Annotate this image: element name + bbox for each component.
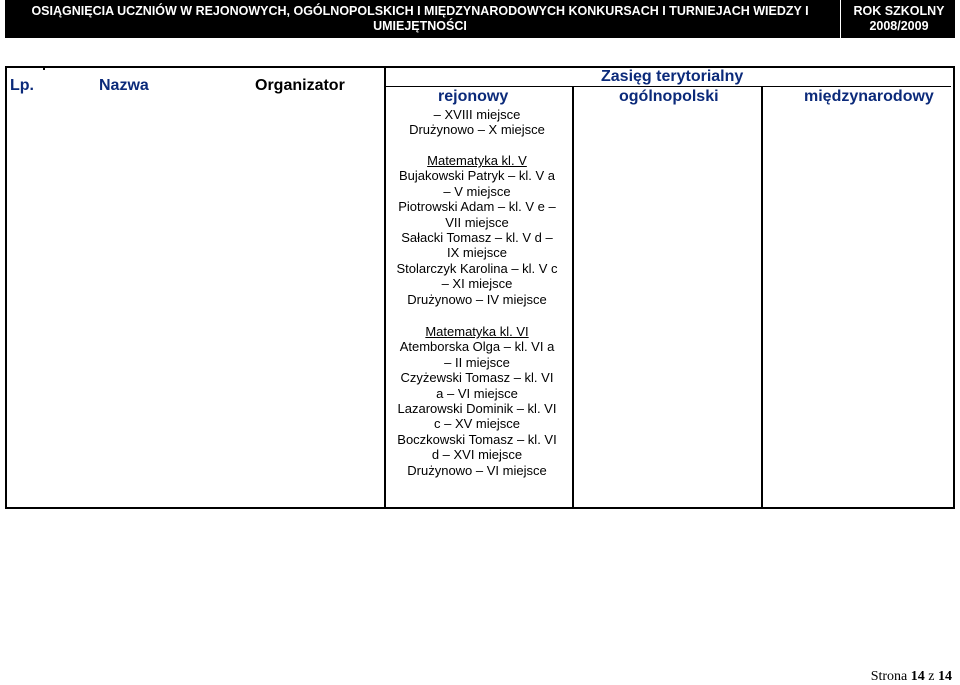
page-word: Strona (870, 669, 908, 684)
result-line: – II miejsce (444, 354, 510, 370)
header-name: Nazwa (99, 77, 149, 94)
regional-cell-block-grade6 (388, 324, 566, 478)
result-line: Boczkowski Tomasz – kl. VI (397, 431, 557, 447)
result-line: Bujakowski Patryk – kl. V a (398, 168, 556, 184)
header-international: międzynarodowy (804, 88, 934, 105)
result-line: Czyżewski Tomasz – kl. VI (400, 370, 554, 386)
page-current: 14 (910, 669, 925, 684)
page-of-word: z (928, 669, 935, 684)
result-line: Sałacki Tomasz – kl. V d – (401, 230, 553, 246)
header-lp: Lp. (10, 77, 34, 94)
block-heading-grade5: Matematyka kl. V (427, 153, 527, 168)
regional-cell-top (388, 107, 566, 138)
page-footer (871, 669, 952, 685)
school-year-label: ROK SZKOLNY (853, 4, 945, 18)
block-heading-grade6: Matematyka kl. VI (425, 324, 529, 339)
header-territorial-scope: Zasięg terytorialny (601, 68, 744, 85)
column-divider-regional-left (384, 68, 386, 507)
result-line: Drużynowo – VI miejsce (407, 462, 547, 478)
result-line: IX miejsce (447, 245, 507, 261)
school-year-box (843, 0, 955, 38)
result-line: Atemborska Olga – kl. VI a (399, 339, 555, 355)
regional-cell-block-grade5 (388, 153, 566, 307)
result-line: Drużynowo – X miejsce (409, 122, 545, 138)
header-organizer: Organizator (255, 77, 345, 94)
result-line: – XI miejsce (441, 276, 513, 292)
column-divider-national-right (761, 86, 763, 507)
result-line: Drużynowo – IV miejsce (407, 291, 547, 307)
header-separator (840, 0, 841, 38)
result-line: d – XVI miejsce (431, 447, 523, 463)
result-line: a – VI miejsce (436, 385, 518, 401)
result-line: Lazarowski Dominik – kl. VI (397, 401, 557, 417)
header-national: ogólnopolski (619, 88, 719, 105)
group-header-underline (384, 86, 951, 87)
result-line: – XVIII miejsce (433, 107, 521, 122)
result-line: c – XV miejsce (434, 416, 520, 432)
column-divider-lp (43, 68, 45, 70)
result-line: – V miejsce (443, 183, 511, 199)
document-title: OSIĄGNIĘCIA UCZNIÓW W REJONOWYCH, OGÓLNOPOLSKICH I MIĘDZYNARODOWYCH KONKURSACH I TURNIEJACH WIEDZY I UMIEJĘTNOŚCI (31, 4, 809, 33)
header-bar (5, 0, 955, 38)
school-year-value: 2008/2009 (869, 19, 929, 33)
result-line: Piotrowski Adam – kl. V e – (398, 199, 556, 215)
page-total: 14 (938, 669, 952, 684)
result-line: VII miejsce (445, 214, 509, 230)
header-regional: rejonowy (438, 88, 509, 105)
result-line: Stolarczyk Karolina – kl. V c (396, 260, 558, 276)
column-divider-regional-right (572, 86, 574, 507)
